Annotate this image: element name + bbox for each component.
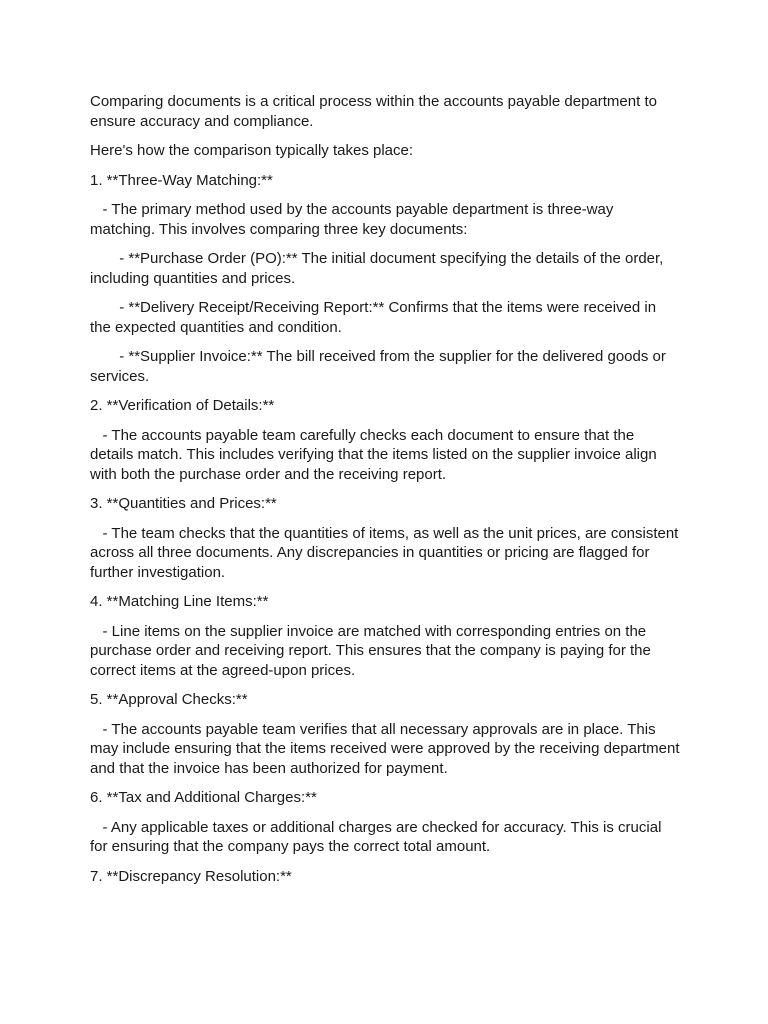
lead-in-paragraph: Here's how the comparison typically takes place: <box>90 142 414 159</box>
intro-paragraph: Comparing documents is a critical process within the accounts payable department to ensure accuracy and compliance. <box>90 93 662 130</box>
supplier-invoice-item: - **Supplier Invoice:** The bill received from the supplier for the delivered goods or services. <box>90 348 671 385</box>
delivery-receipt-item: - **Delivery Receipt/Receiving Report:** Confirms that the items were received in the expected quantities and condition. <box>90 299 661 336</box>
heading-three-way-matching: 1. **Three-Way Matching:** <box>90 171 273 189</box>
heading-quantities-and-prices: 3. **Quantities and Prices:** <box>90 495 277 512</box>
heading-approval-checks: 5. **Approval Checks:** <box>90 691 248 708</box>
purchase-order-item: - **Purchase Order (PO):** The initial document specifying the details of the order, including quantities and prices. <box>90 250 668 287</box>
tax-and-additional-charges-description: - Any applicable taxes or additional charges are checked for accuracy. This is crucial for ensuring that the company pays the correct total amount. <box>90 818 666 855</box>
heading-verification-of-details: 2. **Verification of Details:** <box>90 397 275 414</box>
quantities-and-prices-description: - The team checks that the quantities of items, as well as the unit prices, are consistent across all three documents. Any discrepancies in quantities or pricing are flagged for further investigation. <box>90 524 683 581</box>
verification-of-details-description: - The accounts payable team carefully checks each document to ensure that the details match. This includes verifying that the items listed on the supplier invoice align with both the purchase order and the receiving report. <box>90 426 661 483</box>
heading-matching-line-items: 4. **Matching Line Items:** <box>90 593 269 610</box>
heading-discrepancy-resolution: 7. **Discrepancy Resolution:** <box>90 867 292 885</box>
document-page <box>90 92 684 896</box>
three-way-matching-description: - The primary method used by the accounts payable department is three-way matching. This involves comparing three key documents: <box>90 201 618 238</box>
approval-checks-description: - The accounts payable team verifies that all necessary approvals are in place. This may include ensuring that the items received were approved by the receiving department and that the invoice has been authorized for payment. <box>90 720 684 777</box>
matching-line-items-description: - Line items on the supplier invoice are matched with corresponding entries on the purchase order and receiving report. This ensures that the company is paying for the correct items at the agreed-upon prices. <box>90 622 656 679</box>
heading-tax-and-additional-charges: 6. **Tax and Additional Charges:** <box>90 789 317 806</box>
